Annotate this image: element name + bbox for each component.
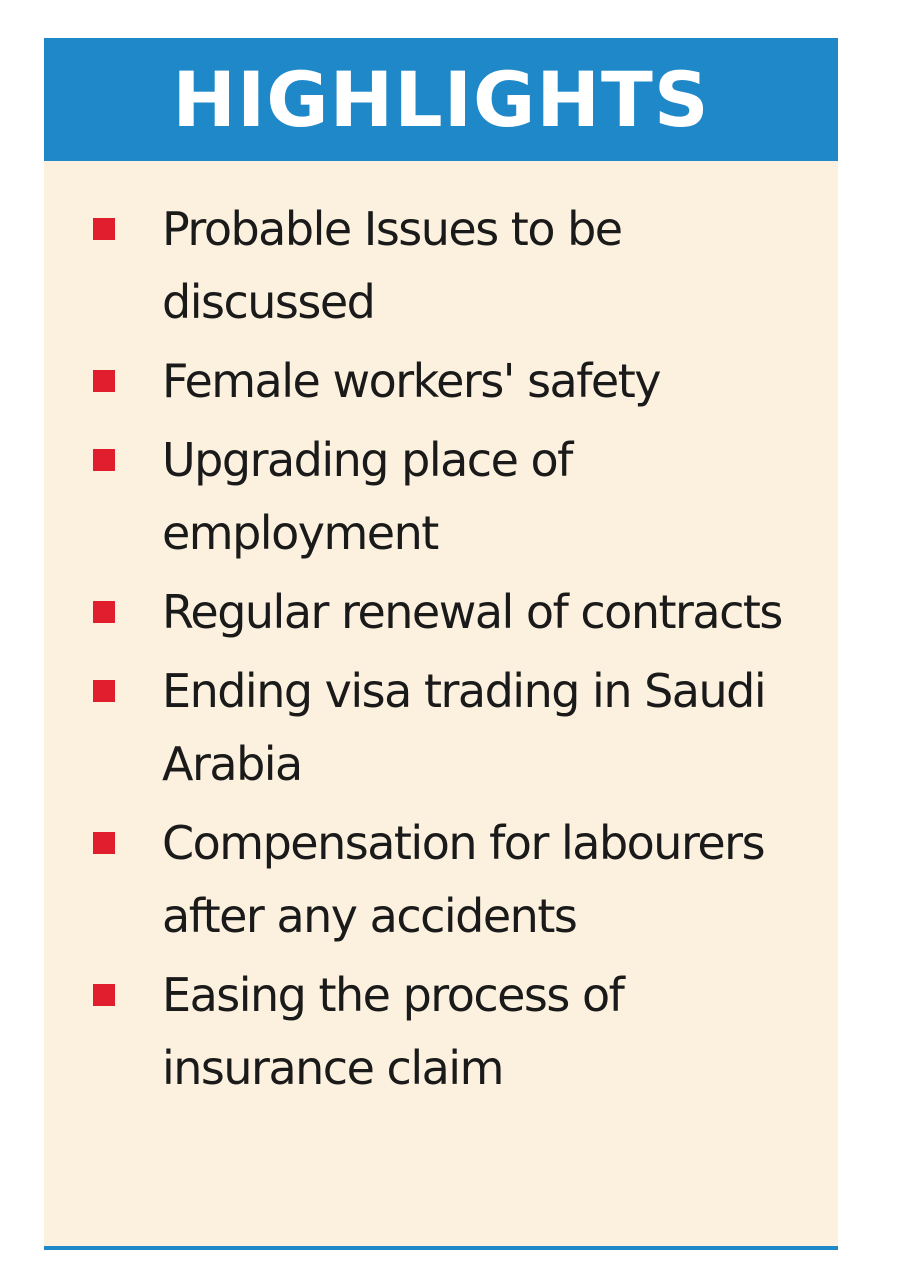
red-square-bullet-icon	[93, 601, 115, 623]
red-square-bullet-icon	[93, 680, 115, 702]
list-item	[44, 424, 838, 570]
red-square-bullet-icon	[93, 218, 115, 240]
list-item-text: Female workers' safety	[162, 354, 660, 408]
list-item-text: Ending visa trading in Saudi Arabia	[162, 664, 766, 791]
red-square-bullet-icon	[93, 370, 115, 392]
list-item-text: Regular renewal of contracts	[162, 585, 782, 639]
list-item	[44, 345, 838, 418]
list-item-text: Upgrading place of employment	[162, 433, 572, 560]
red-square-bullet-icon	[93, 984, 115, 1006]
list-item	[44, 959, 838, 1105]
list-item-text: Probable Issues to be discussed	[162, 202, 622, 329]
list-item	[44, 807, 838, 953]
list-item	[44, 576, 838, 649]
list-item-text: Compensation for labourers after any accidents	[162, 816, 765, 943]
red-square-bullet-icon	[93, 449, 115, 471]
highlights-list	[44, 161, 838, 1105]
list-item-text: Easing the process of insurance claim	[162, 968, 624, 1095]
list-item	[44, 655, 838, 801]
red-square-bullet-icon	[93, 832, 115, 854]
highlights-box	[44, 38, 838, 1250]
highlights-header	[44, 38, 838, 161]
header-title: HIGHLIGHTS	[172, 54, 710, 144]
list-item	[44, 193, 838, 339]
